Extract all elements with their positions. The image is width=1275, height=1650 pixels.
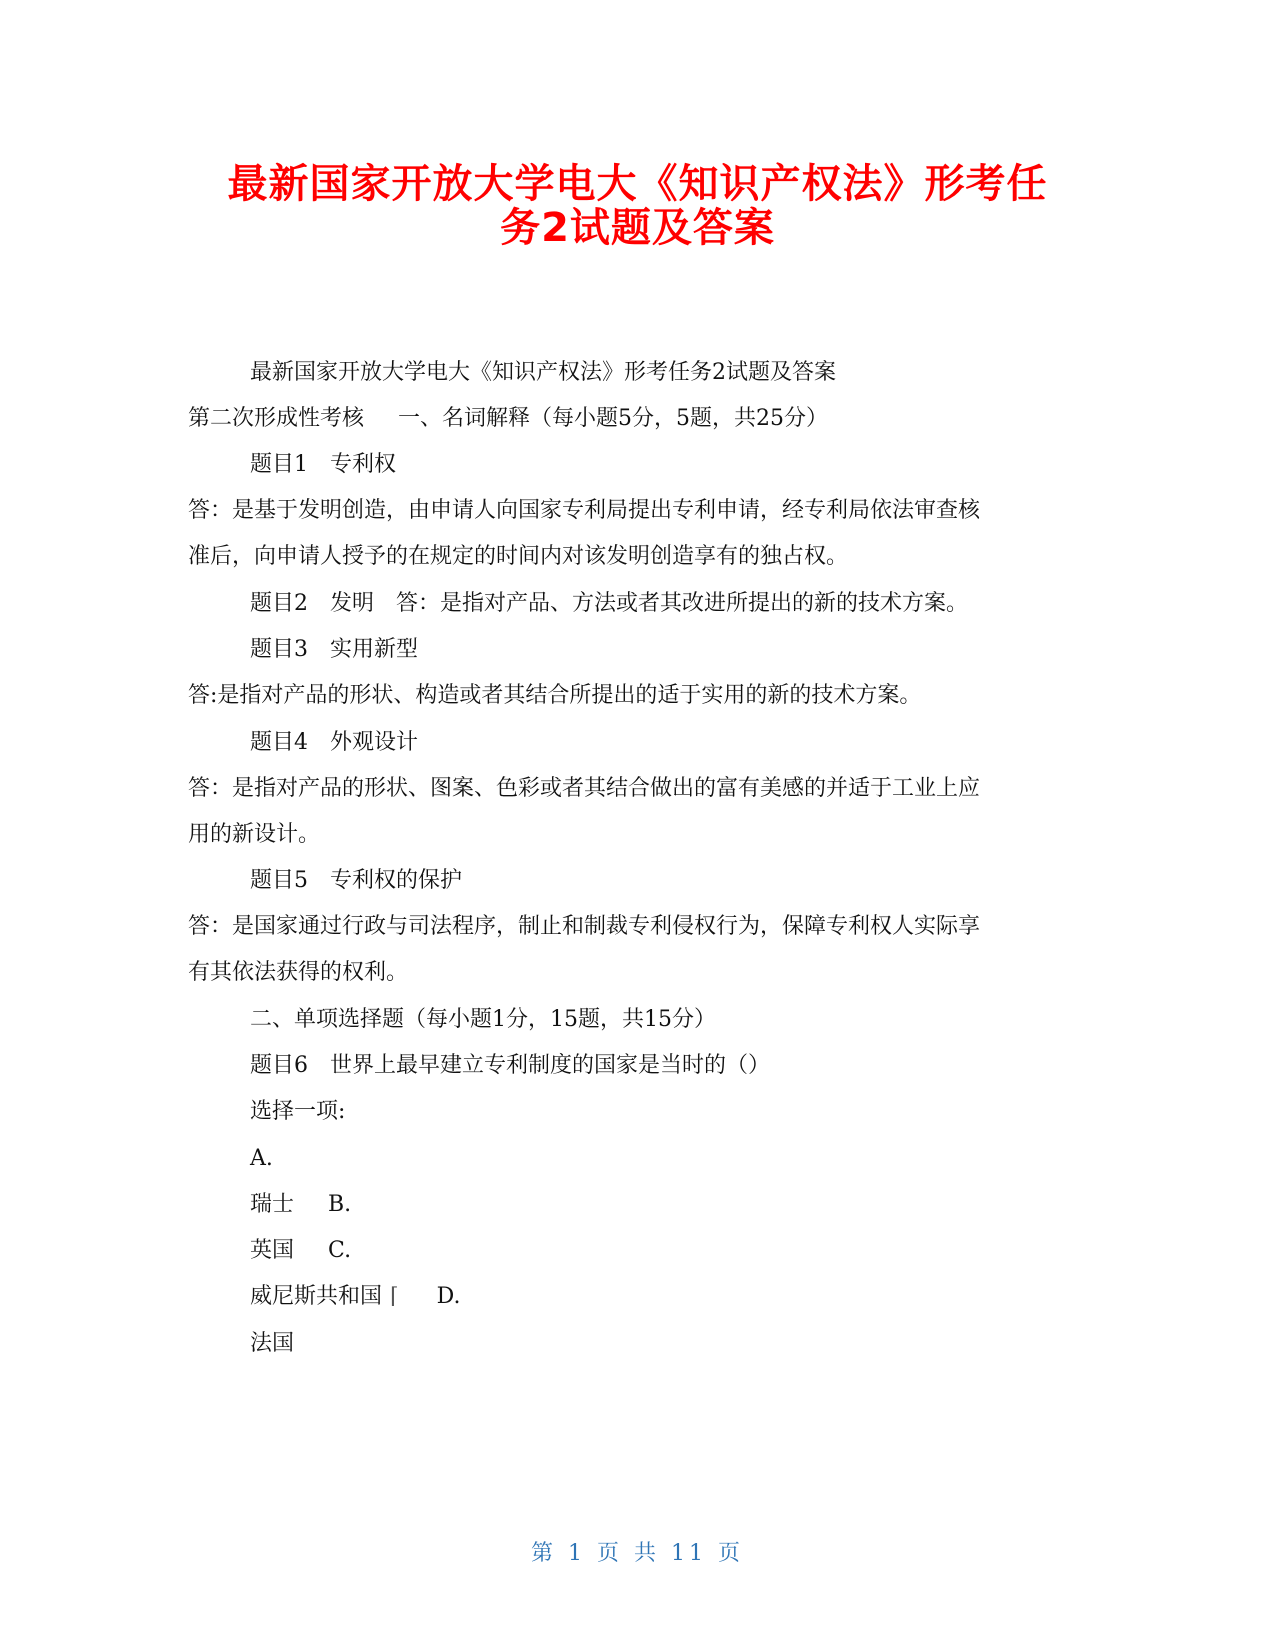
answer-5-line-1: 答：是国家通过行政与司法程序，制止和制裁专利侵权行为，保障专利权人实际享 xyxy=(188,914,981,939)
question-1-term: 专利权 xyxy=(330,452,397,477)
answer-3: 答:是指对产品的形状、构造或者其结合所提出的适于实用的新的技术方案。 xyxy=(188,683,922,708)
question-3 xyxy=(250,637,418,663)
option-line-b-c xyxy=(250,1238,351,1264)
question-3-term: 实用新型 xyxy=(330,637,419,662)
section-1-prefix: 第二次形成性考核 xyxy=(188,406,365,431)
option-c-letter: C. xyxy=(328,1238,352,1263)
title-line-1: 最新国家开放大学电大《知识产权法》形考任 xyxy=(227,161,1048,207)
choose-one-label: 选择一项: xyxy=(250,1099,346,1124)
option-d-text: 法国 xyxy=(250,1331,295,1356)
section-2-heading: 二、单项选择题（每小题1分，15题，共15分） xyxy=(250,1007,716,1032)
question-6-label: 题目6 xyxy=(250,1053,308,1078)
title-line-2: 务2试题及答案 xyxy=(500,205,775,251)
page-number-footer: 第 1 页 共 11 页 xyxy=(531,1541,744,1566)
option-line-a-b xyxy=(250,1192,351,1218)
question-4-label: 题目4 xyxy=(250,730,308,755)
option-c-text: 威尼斯共和国 xyxy=(250,1284,383,1309)
option-line-c-d xyxy=(250,1284,460,1310)
option-d-letter: D. xyxy=(436,1284,461,1309)
question-2-term: 发明 xyxy=(330,591,375,616)
section-1-heading xyxy=(188,406,828,432)
question-1 xyxy=(250,452,396,478)
answer-5-line-2: 有其依法获得的权利。 xyxy=(188,960,409,985)
answer-2: 答：是指对产品、方法或者其改进所提出的新的技术方案。 xyxy=(396,591,969,616)
option-b-text: 英国 xyxy=(250,1238,295,1263)
option-a-text: 瑞士 xyxy=(250,1192,295,1217)
question-6 xyxy=(250,1053,770,1079)
question-5-term: 专利权的保护 xyxy=(330,868,463,893)
question-2-label: 题目2 xyxy=(250,591,308,616)
option-b-letter: B. xyxy=(328,1192,352,1217)
answer-4-line-1: 答：是指对产品的形状、图案、色彩或者其结合做出的富有美感的并适于工业上应 xyxy=(188,776,981,801)
answer-1-line-2: 准后，向申请人授予的在规定的时间内对该发明创造享有的独占权。 xyxy=(188,544,849,569)
question-3-label: 题目3 xyxy=(250,637,308,662)
question-4 xyxy=(250,730,418,756)
question-4-term: 外观设计 xyxy=(330,730,419,755)
answer-1-line-1: 答：是基于发明创造，由申请人向国家专利局提出专利申请，经专利局依法审查核 xyxy=(188,498,981,523)
question-5-label: 题目5 xyxy=(250,868,308,893)
question-6-text: 世界上最早建立专利制度的国家是当时的（） xyxy=(330,1053,771,1078)
question-5 xyxy=(250,868,462,894)
intro-line: 最新国家开放大学电大《知识产权法》形考任务2试题及答案 xyxy=(250,360,836,385)
question-1-label: 题目1 xyxy=(250,452,308,477)
option-a-letter: A. xyxy=(250,1146,273,1171)
section-1-title: 一、名词解释（每小题5分，5题，共25分） xyxy=(398,406,829,431)
text-cursor-mark: ⌈ xyxy=(390,1284,399,1309)
answer-4-line-2: 用的新设计。 xyxy=(188,822,321,847)
question-2 xyxy=(250,591,968,617)
